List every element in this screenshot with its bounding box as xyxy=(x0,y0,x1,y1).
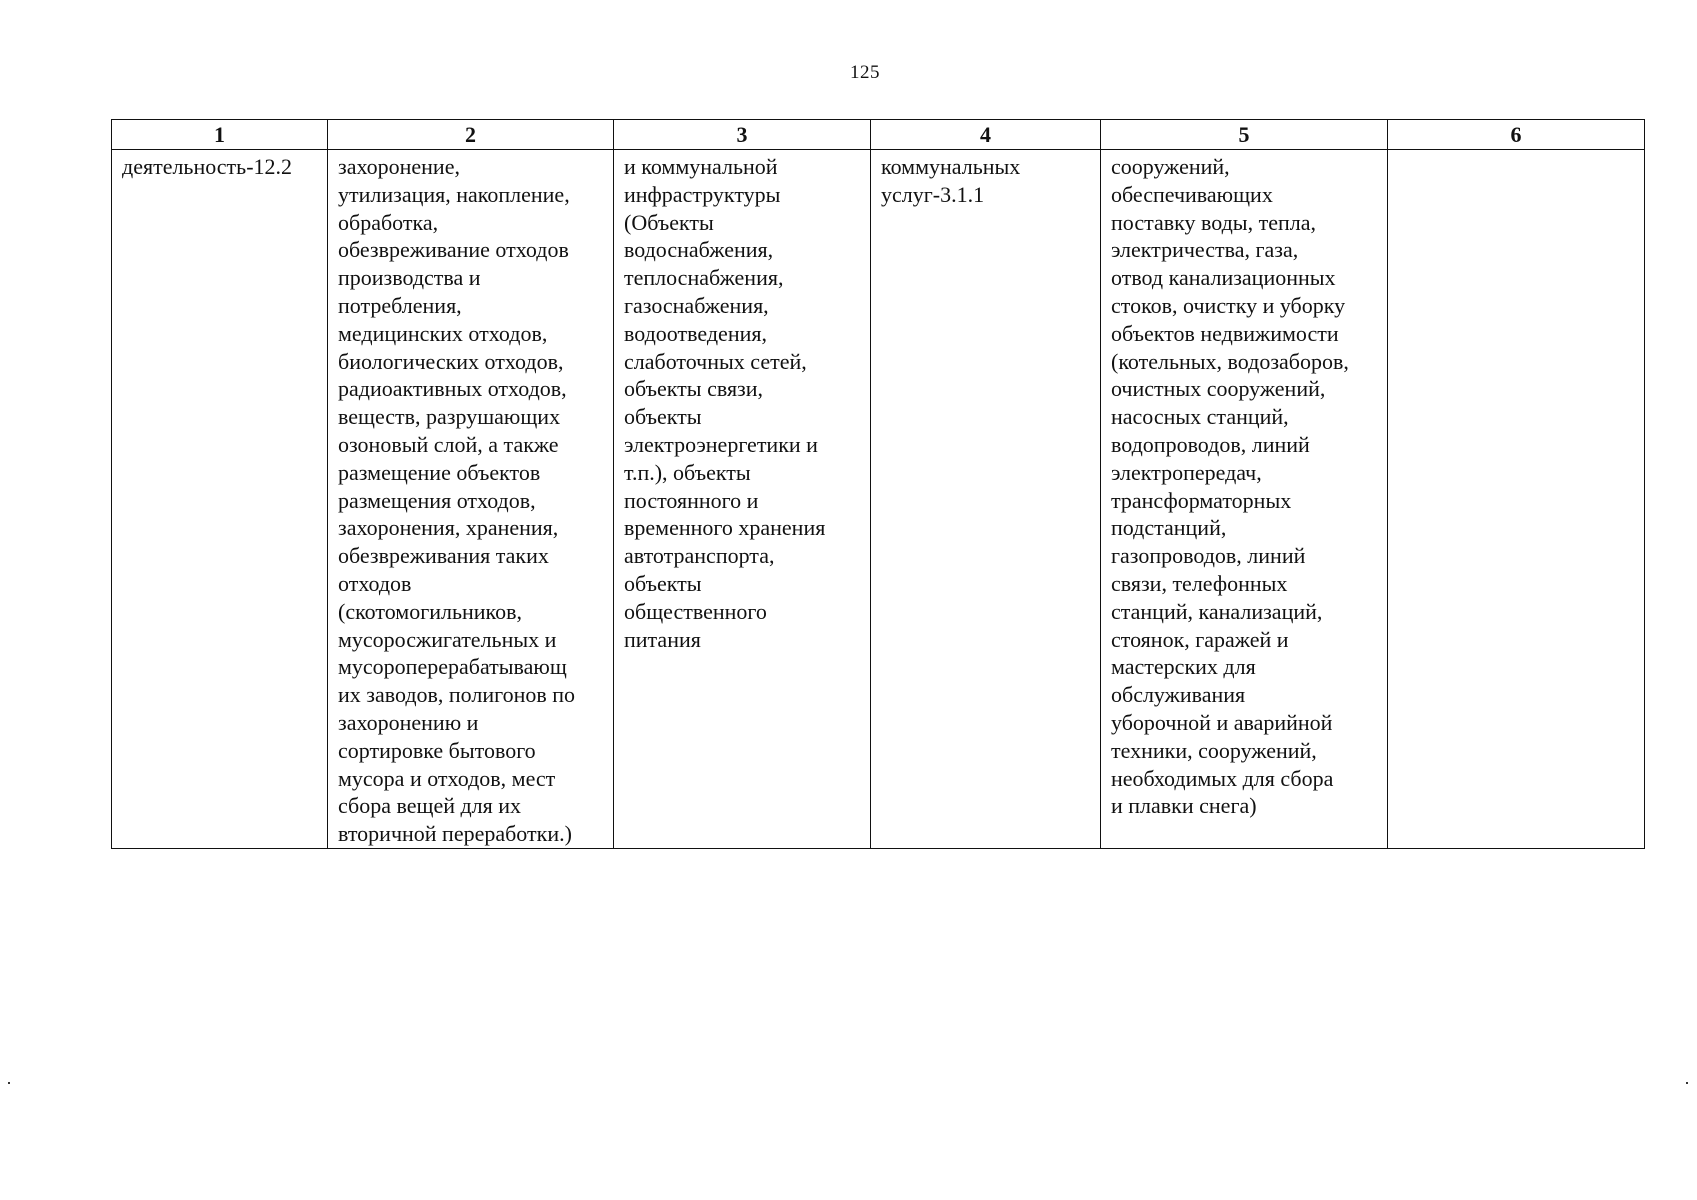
cell-text-line: мусороперерабатывающ xyxy=(338,654,567,680)
table-cell-col-4 xyxy=(871,150,1101,849)
cell-text-line: медицинских отходов, xyxy=(338,320,548,346)
cell-text-line: сооружений, xyxy=(1111,154,1230,179)
cell-text-line: захоронение, xyxy=(338,154,460,179)
cell-text-line: электропередач, xyxy=(1111,459,1262,485)
column-header-1: 1 xyxy=(112,120,328,150)
scan-mark-left xyxy=(8,1082,10,1084)
cell-text-line: веществ, разрушающих xyxy=(338,404,561,430)
column-header-3: 3 xyxy=(614,120,871,150)
cell-text-line: связи, телефонных xyxy=(1111,570,1288,596)
cell-text-line: необходимых для сбора xyxy=(1111,765,1334,791)
cell-text-line: стоянок, гаражей и xyxy=(1111,626,1289,652)
cell-text-line: объекты xyxy=(624,570,702,596)
cell-text-line: станций, канализаций, xyxy=(1111,598,1323,624)
table-cell-col-1 xyxy=(112,150,328,849)
cell-text-line: сбора вещей для их xyxy=(338,793,522,819)
cell-text-line: услуг-3.1.1 xyxy=(881,181,985,207)
cell-text-line: озоновый слой, а также xyxy=(338,431,559,457)
cell-text-line: поставку воды, тепла, xyxy=(1111,209,1316,235)
cell-text-line: объектов недвижимости xyxy=(1111,320,1339,346)
column-header-5: 5 xyxy=(1101,120,1388,150)
cell-text-line: захоронения, хранения, xyxy=(338,515,559,541)
cell-text-line: электричества, газа, xyxy=(1111,237,1299,263)
cell-text-line: общественного xyxy=(624,598,767,624)
cell-text-line: водопроводов, линий xyxy=(1111,431,1310,457)
cell-text-line: электроэнергетики и xyxy=(624,431,818,457)
cell-text-line: радиоактивных отходов, xyxy=(338,376,567,402)
cell-text-line: захоронению и xyxy=(338,709,479,735)
cell-text-line: обслуживания xyxy=(1111,682,1246,708)
cell-text-line: обезвреживание отходов xyxy=(338,237,569,263)
scan-mark-right xyxy=(1686,1082,1688,1084)
cell-text-line: постоянного и xyxy=(624,487,759,513)
cell-text-line: т.п.), объекты xyxy=(624,459,751,485)
column-header-6: 6 xyxy=(1388,120,1645,150)
cell-text-line: питания xyxy=(624,626,701,652)
cell-text-line: трансформаторных xyxy=(1111,487,1292,513)
cell-text-line: мусора и отходов, мест xyxy=(338,765,556,791)
cell-text-line: газоснабжения, xyxy=(624,292,769,318)
cell-text-line: размещения отходов, xyxy=(338,487,536,513)
cell-text-line: коммунальных xyxy=(881,154,1021,179)
cell-text-line: их заводов, полигонов по xyxy=(338,682,576,708)
cell-text-line: инфраструктуры xyxy=(624,181,781,207)
cell-text-line: размещение объектов xyxy=(338,459,541,485)
table-cell-col-3 xyxy=(614,150,871,849)
cell-text-line: уборочной и аварийной xyxy=(1111,709,1333,735)
cell-text-line: подстанций, xyxy=(1111,515,1227,541)
cell-text-line: газопроводов, линий xyxy=(1111,543,1306,569)
cell-text-line: (Объекты xyxy=(624,209,714,235)
cell-text-line: водоснабжения, xyxy=(624,237,774,263)
cell-text-line: теплоснабжения, xyxy=(624,265,784,291)
cell-text-line: (скотомогильников, xyxy=(338,598,523,624)
cell-text-line: утилизация, накопление, xyxy=(338,181,570,207)
cell-text-line: насосных станций, xyxy=(1111,404,1289,430)
cell-text-line: и коммунальной xyxy=(624,154,778,179)
cell-text-line: стоков, очистку и уборку xyxy=(1111,292,1346,318)
cell-text-line: водоотведения, xyxy=(624,320,767,346)
cell-text-line: деятельность-12.2 xyxy=(122,154,293,179)
table-cell-col-2 xyxy=(328,150,614,849)
page-number: 125 xyxy=(850,62,880,83)
cell-text-line: очистных сооружений, xyxy=(1111,376,1326,402)
cell-text-line: (котельных, водозаборов, xyxy=(1111,348,1349,374)
cell-text-line: мастерских для xyxy=(1111,654,1256,680)
table-cell-col-5 xyxy=(1101,150,1388,849)
cell-text-line: отходов xyxy=(338,570,412,596)
cell-text-line: техники, сооружений, xyxy=(1111,737,1317,763)
cell-text-line: обеспечивающих xyxy=(1111,181,1273,207)
cell-text-line: биологических отходов, xyxy=(338,348,564,374)
cell-text-line: отвод канализационных xyxy=(1111,265,1336,291)
cell-text-line: объекты связи, xyxy=(624,376,764,402)
cell-text-line: автотранспорта, xyxy=(624,543,775,569)
cell-text-line: и плавки снега) xyxy=(1111,793,1257,819)
table-row xyxy=(112,150,1645,849)
column-header-4: 4 xyxy=(871,120,1101,150)
cell-text-line: потребления, xyxy=(338,292,462,318)
table-cell-col-6 xyxy=(1388,150,1645,849)
cell-text-line: обезвреживания таких xyxy=(338,543,549,569)
cell-text-line: обработка, xyxy=(338,209,439,235)
cell-text-line: вторичной переработки.) xyxy=(338,821,572,847)
cell-text-line: объекты xyxy=(624,404,702,430)
table-header-row xyxy=(112,120,1645,150)
cell-text-line: производства и xyxy=(338,265,481,291)
cell-text-line: мусоросжигательных и xyxy=(338,626,557,652)
column-header-2: 2 xyxy=(328,120,614,150)
cell-text-line: слаботочных сетей, xyxy=(624,348,807,374)
zoning-table xyxy=(111,119,1645,849)
cell-text-line: временного хранения xyxy=(624,515,826,541)
cell-text-line: сортировке бытового xyxy=(338,737,536,763)
